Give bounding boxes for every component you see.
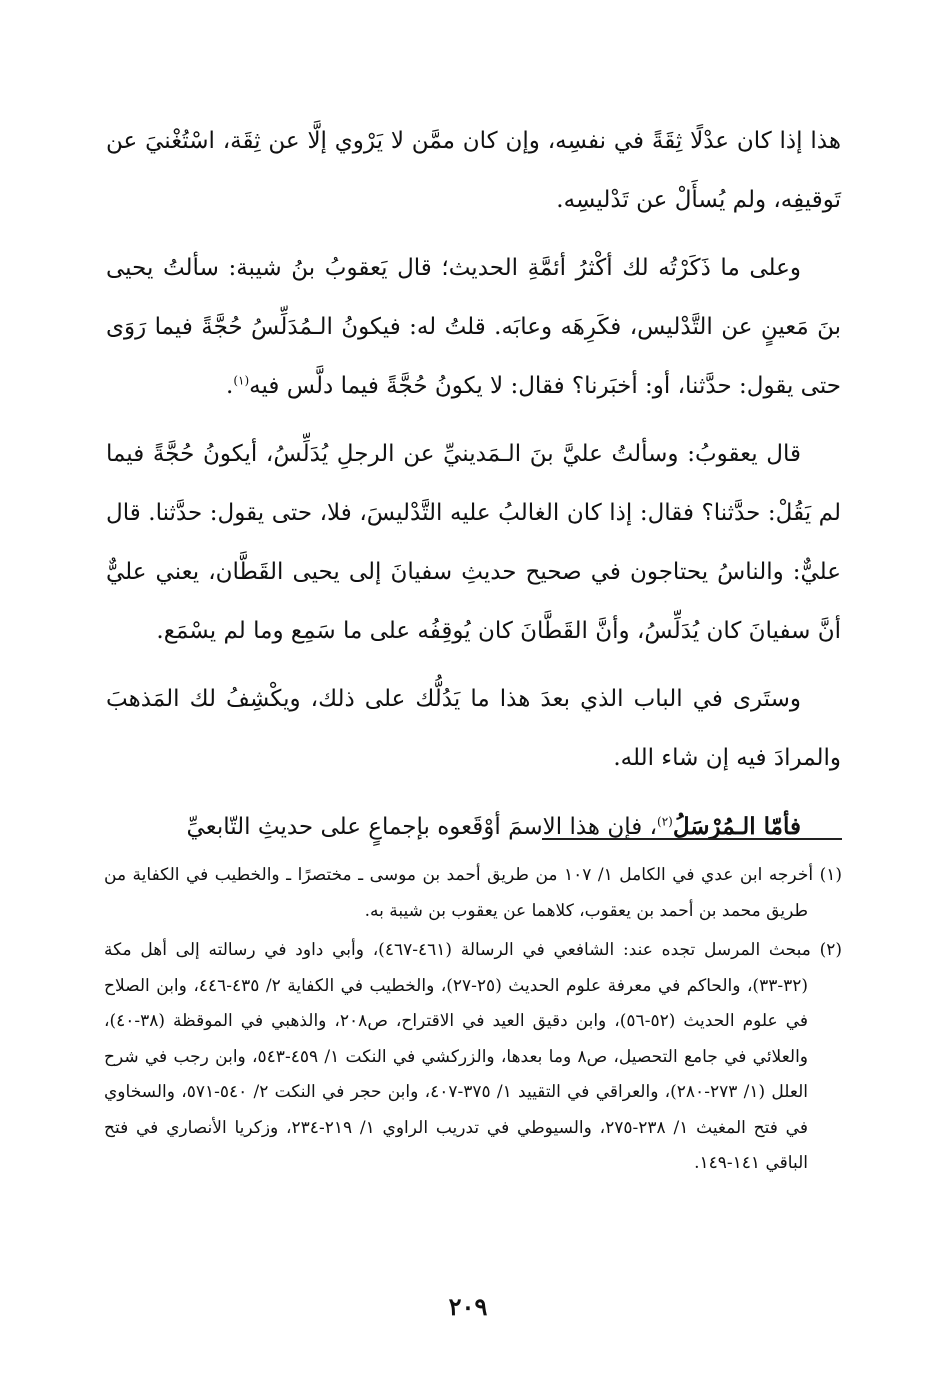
paragraph-4: وستَرى في الباب الذي بعدَ هذا ما يَدُلُّك على ذلك، ويكْشِفُ لك المَذهبَ والمرادَ فيه إن شاء الله.	[106, 686, 841, 771]
mursal-heading: فأمّا الـمُرْسَلُ	[672, 813, 801, 840]
footnote-1: (١) أخرجه ابن عدي في الكامل ١/ ١٠٧ من طريق أحمد بن موسى ـ مختصرًا ـ والخطيب في الكفاية من طريق محمد بن أحمد بن يعقوب، كلاهما عن يعقوب بن شيبة به.	[104, 865, 842, 921]
paragraph-2: وعلى ما ذَكَرْتُه لك أكْثرُ أئمَّةِ الحديث؛ قال يَعقوبُ بنُ شيبة: سألتُ يحيى بنَ مَعينٍ عن التَّدْليس، فكَرِهَه وعابَه. قلتُ له: فيكونُ الـمُدَلِّسُ حُجَّةً فيما رَوَى حتى يقول: حدَّثنا، أو: أخبَرنا؟ فقال: لا يكونُ حُجَّةً فيما دلَّس فيه$^{(١)}$.	[106, 255, 841, 399]
page-number: ٢٠٩	[448, 1292, 488, 1321]
main-text-body	[106, 112, 841, 866]
footnotes	[104, 858, 842, 1186]
footnote-ref-2: (٢)	[657, 814, 673, 829]
paragraph-5: فأمّا الـمُرْسَلُ$^{(٢)}$، فإن هذا الاسمَ أوْقَعوه بإجماعٍ على حديثِ التّابعيِّ	[186, 813, 801, 840]
footnote-separator	[542, 838, 842, 840]
footnote-marker: (٢)	[819, 940, 843, 960]
footnote-2: (٢) مبحث المرسل تجده عند: الشافعي في الرسالة (٤٦١-٤٦٧)، وأبي داود في رسالته إلى أهل مكة (٣٢-٣٣)، والحاكم في معرفة علوم الحديث (٢٥-٢٧)، والخطيب في الكفاية ٢/ ٤٣٥-٤٤٦، وابن الصلاح في علوم الحديث (٥٢-٥٦)، وابن دقيق العيد في الاقتراح، ص٢٠٨، والذهبي في الموقظة (٣٨-٤٠)، والعلائي في جامع التحصيل، ص٨ وما بعدها، والزركشي في النكت ١/ ٤٥٩-٥٤٣، وابن رجب في شرح العلل (١/ ٢٧٣-٢٨٠)، والعراقي في التقييد ١/ ٣٧٥-٤٠٧، وابن حجر في النكت ٢/ ٥٤٠-٥٧١، والسخاوي في فتح المغيث ١/ ٢٣٨-٢٧٥، والسيوطي في تدريب الراوي ١/ ٢١٩-٢٣٤، وزكريا الأنصاري في فتح الباقي ١٤١-١٤٩.	[104, 940, 843, 1173]
footnote-ref-1: (١)	[233, 373, 250, 388]
footnote-marker: (١)	[819, 865, 842, 885]
paragraph-1: هذا إذا كان عدْلًا ثِقَةً في نفسِه، وإن كان ممَّن لا يَرْوي إلَّا عن ثِقَة، اسْتُغْنيَ عن تَوقيفِه، ولم يُسأَلْ عن تَدْليسِه.	[106, 128, 841, 213]
paragraph-3: قال يعقوبُ: وسألتُ عليَّ بنَ الـمَدينيِّ عن الرجلِ يُدَلِّسُ، أيكونُ حُجَّةً فيما لم يَقُلْ: حدَّثنا؟ فقال: إذا كان الغالبُ عليه التَّدْليسَ، فلا، حتى يقول: حدَّثنا. قال عليٌّ: والناسُ يحتاجون في صحيح حديثِ سفيانَ إلى يحيى القَطَّان، يعني عليٌّ أنَّ سفيانَ كان يُدَلِّسُ، وأنَّ القَطَّانَ كان يُوقِفُه على ما سَمِع وما لم يسْمَع.	[106, 441, 841, 644]
